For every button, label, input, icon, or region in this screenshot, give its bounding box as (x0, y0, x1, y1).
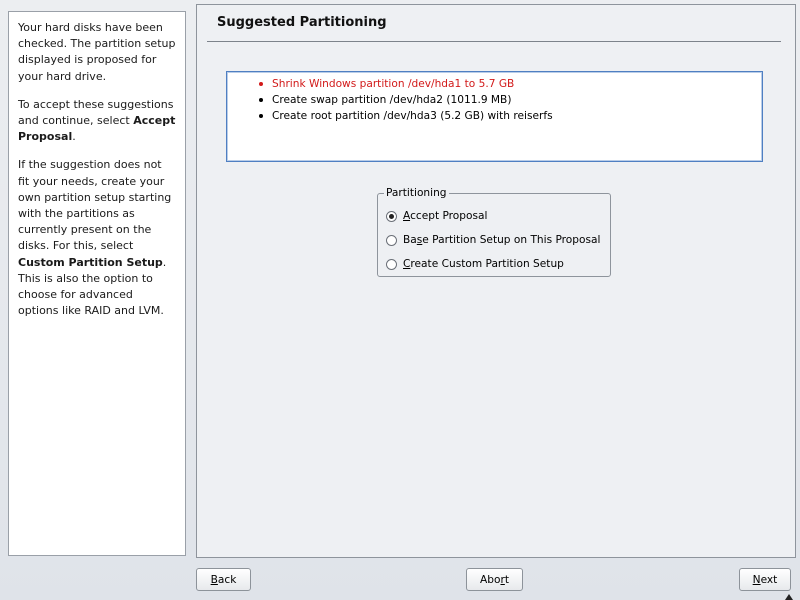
radio-base-partition-setup[interactable] (386, 234, 600, 246)
radio-indicator[interactable] (386, 235, 397, 246)
main-panel (196, 4, 796, 558)
help-paragraph-3 (18, 157, 176, 319)
proposal-item-swap: Create swap partition /dev/hda2 (1011.9 MB) (272, 92, 762, 108)
proposal-item-root: Create root partition /dev/hda3 (5.2 GB) with reiserfs (272, 108, 762, 124)
help-paragraph-2 (18, 97, 176, 146)
proposal-item-shrink: Shrink Windows partition /dev/hda1 to 5.7 GB (272, 76, 762, 92)
proposal-list-box[interactable] (226, 71, 763, 162)
radio-accept-proposal[interactable] (386, 210, 487, 222)
help-text: If the suggestion does not fit your needs, create your own partition setup starting with the partitions as currently present on the disks. For this, select (18, 158, 172, 253)
abort-button[interactable]: Abo r t (466, 568, 523, 591)
proposal-list (227, 72, 762, 124)
radio-custom-partition-setup[interactable] (386, 258, 564, 270)
radio-label-accept-proposal: Accept Proposal (403, 210, 488, 222)
help-bold-custom-partition: Custom Partition Setup (18, 255, 163, 269)
help-text: To accept these suggestions and continue, select (18, 97, 174, 128)
next-button[interactable]: N ext (739, 568, 791, 591)
back-button[interactable]: B ack (196, 568, 251, 591)
help-panel (8, 11, 186, 556)
help-bold-accept-proposal: Accept Proposal (18, 114, 176, 144)
radio-label-base-partition-setup: Base Partition Setup on This Proposal (403, 234, 601, 246)
title-divider (207, 41, 781, 42)
help-text: . This is also the option to choose for advanced options like RAID and LVM. (18, 255, 167, 318)
radio-indicator-checked[interactable] (386, 211, 397, 222)
radio-label-custom-partition-setup: Create Custom Partition Setup (403, 258, 564, 270)
radio-indicator[interactable] (386, 259, 397, 270)
partitioning-group (377, 187, 611, 277)
partitioning-legend: Partitioning (386, 187, 447, 199)
help-text: . (72, 130, 76, 144)
page-title: Suggested Partitioning (217, 15, 387, 30)
help-paragraph-1: Your hard disks have been checked. The partition setup displayed is proposed for your hard drive. (18, 21, 176, 83)
mouse-cursor-icon (785, 594, 793, 600)
